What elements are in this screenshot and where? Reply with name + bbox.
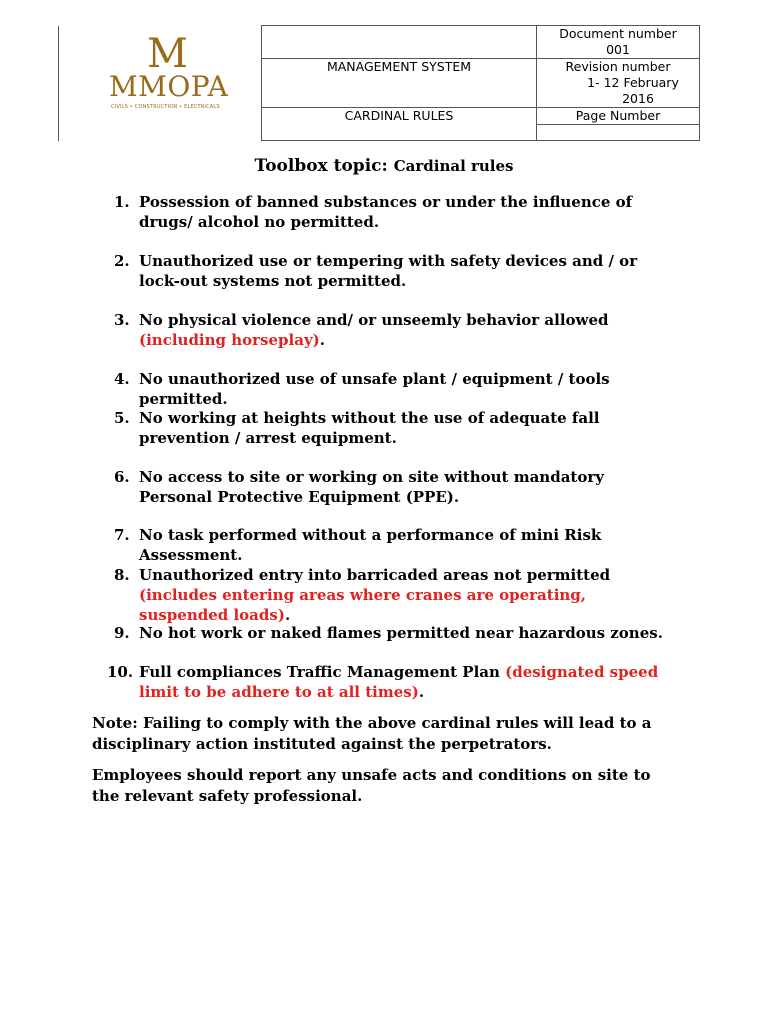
logo-cell: [59, 26, 262, 141]
rule-item: [108, 310, 678, 350]
logo-mark: M: [147, 30, 188, 77]
rule-item: [108, 662, 678, 702]
rule-item: [108, 467, 678, 507]
title-prefix: Toolbox topic:: [254, 156, 394, 176]
rule-number: 6.: [114, 468, 130, 486]
logo-name: MMOPA: [109, 69, 229, 103]
revision-date-line1: 1- 12 February: [587, 75, 679, 90]
revision-number-label: Revision number: [565, 59, 671, 74]
note-text: Failing to comply with the above cardinal rules will lead to a disciplinary action instituted against the perpetrators.: [92, 714, 652, 753]
document-number-label: Document number: [559, 26, 677, 41]
rule-highlight: (includes entering areas where cranes are operating, suspended loads): [139, 586, 587, 624]
closing-paragraph: [92, 765, 682, 807]
page-title: [0, 155, 768, 177]
rule-item: [108, 408, 678, 448]
revision-cell: [537, 59, 700, 108]
rule-item: [108, 251, 678, 291]
rule-tail: .: [284, 606, 291, 624]
page-number-label: Page Number: [575, 108, 661, 123]
logo-tagline: CIVILS • CONSTRUCTION • ELECTRICALS: [111, 103, 220, 110]
rule-text: No unauthorized use of unsafe plant / equipment / tools permitted.: [139, 370, 610, 408]
rule-number: 3.: [114, 311, 130, 329]
rule-number: 7.: [114, 526, 130, 544]
rule-highlight: (including horseplay): [139, 331, 320, 349]
rule-text: Unauthorized use or tempering with safety devices and / or lock-out systems not permitted.: [139, 252, 638, 290]
note-label: Note:: [92, 714, 138, 732]
rule-item: [108, 525, 678, 565]
document-number-cell: [537, 26, 700, 59]
page-number-value-cell: [537, 125, 700, 141]
header-blank-cell: [262, 26, 537, 59]
rule-item: [108, 192, 678, 232]
management-system-cell: [262, 59, 537, 108]
revision-date-line2: 2016: [622, 91, 654, 106]
title-topic: Cardinal rules: [393, 157, 514, 175]
rule-text: Full compliances Traffic Management Plan: [139, 663, 506, 681]
rule-number: 10.: [107, 663, 134, 681]
document-number-value: 001: [606, 42, 630, 57]
rule-item: [108, 565, 678, 625]
page-number-label-cell: [537, 108, 700, 125]
rule-number: 8.: [114, 566, 130, 584]
rule-item: [108, 369, 678, 409]
rule-text: No working at heights without the use of adequate fall prevention / arrest equipment.: [139, 409, 600, 447]
rule-highlight: (designated speed limit to be adhere to at all times): [139, 663, 659, 701]
rule-text: No physical violence and/ or unseemly behavior allowed: [139, 311, 609, 329]
rule-number: 5.: [114, 409, 130, 427]
rule-item: [108, 623, 678, 643]
rule-text: Possession of banned substances or under the influence of drugs/ alcohol no permitted.: [139, 193, 633, 231]
management-system-label: MANAGEMENT SYSTEM: [326, 59, 472, 74]
rule-number: 9.: [114, 624, 130, 642]
rule-text: No task performed without a performance of mini Risk Assessment.: [139, 526, 602, 564]
rule-tail: .: [319, 331, 325, 349]
rule-number: 1.: [114, 193, 130, 211]
rule-tail: .: [418, 683, 425, 701]
company-logo: [109, 30, 229, 124]
document-header-table: [58, 25, 700, 141]
rule-text: Unauthorized entry into barricaded areas not permitted: [139, 566, 611, 584]
rule-number: 4.: [114, 370, 130, 388]
rule-number: 2.: [114, 252, 130, 270]
rule-text: No hot work or naked flames permitted near hazardous zones.: [139, 624, 663, 642]
note-paragraph: [92, 713, 682, 755]
rule-text: No access to site or working on site without mandatory Personal Protective Equipment (PPE).: [139, 468, 604, 506]
cardinal-rules-label: CARDINAL RULES: [344, 108, 454, 123]
closing-text: Employees should report any unsafe acts and conditions on site to the relevant safety professional.: [92, 766, 651, 805]
cardinal-rules-cell: [262, 108, 537, 141]
